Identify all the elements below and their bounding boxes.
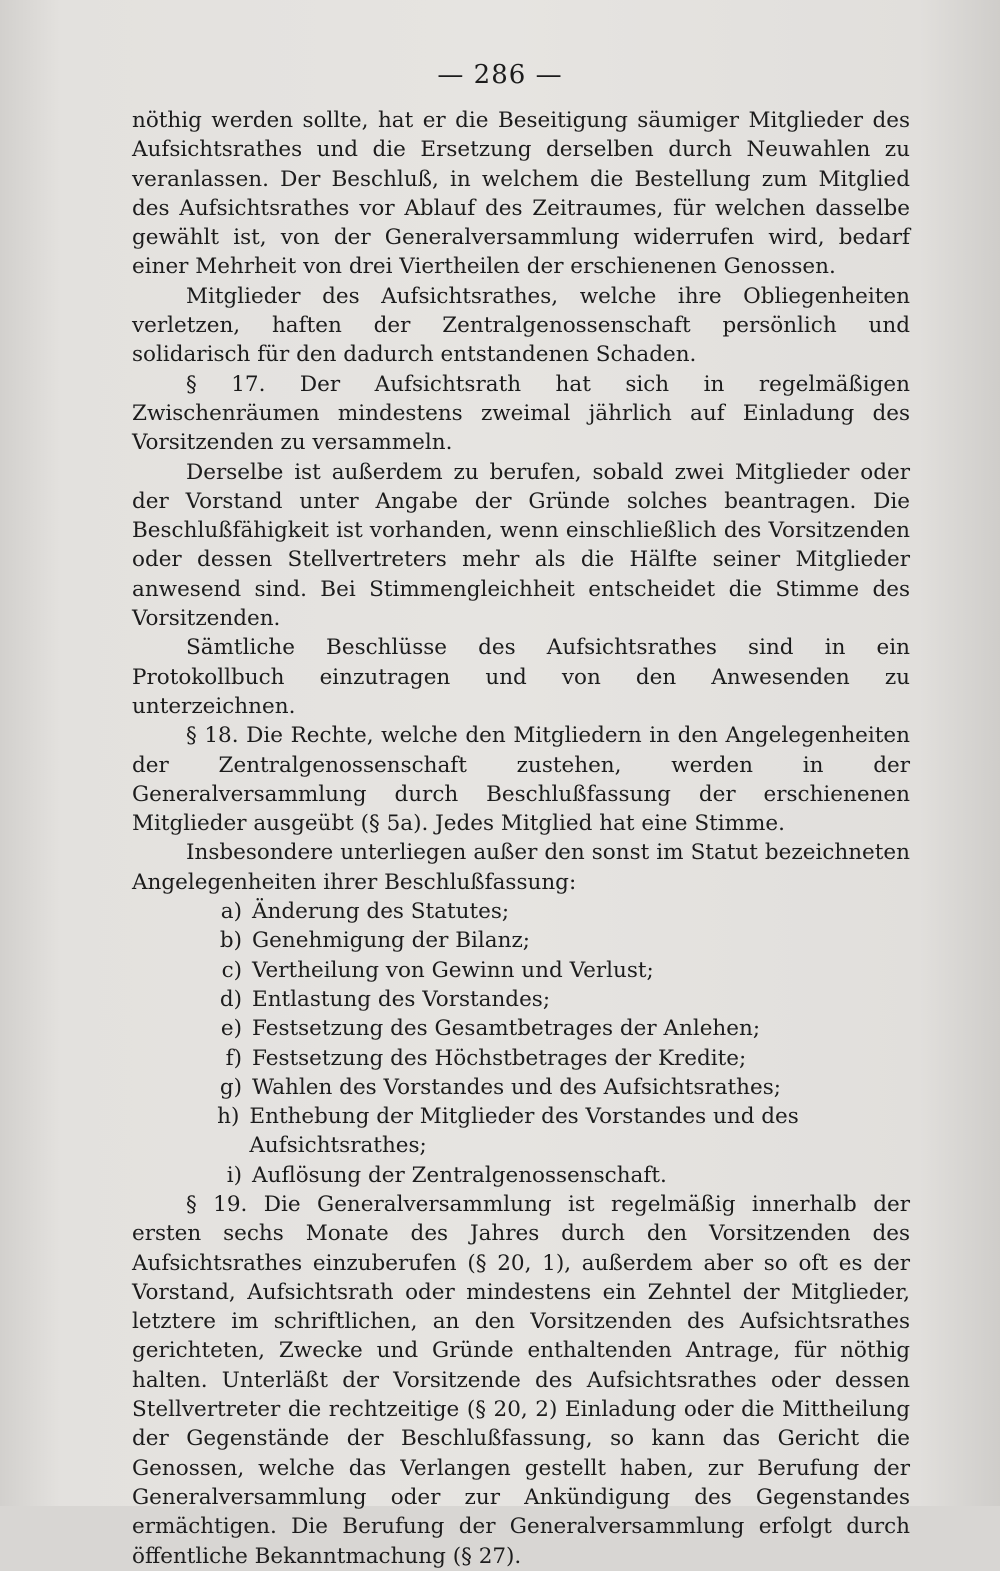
list-text: Festsetzung des Gesamtbetrages der Anlehen; [252,1016,761,1042]
list-text: Genehmigung der Bilanz; [252,928,531,954]
paragraph-list-intro: Insbesondere unterliegen außer den sonst im Statut bezeichneten Angelegenheiten ihrer Beschlußfassung: [132,840,910,895]
list-item [132,926,910,955]
list-letter: h) [217,1104,240,1130]
paragraph-protocol: Sämtliche Beschlüsse des Aufsichtsrathes sind in ein Protokollbuch einzutragen und von den Anwesenden zu unterzeichnen. [132,635,910,719]
list-letter: i) [226,1162,242,1188]
list-letter: e) [220,1016,242,1042]
list-item [132,897,910,926]
list-item [132,1102,910,1161]
list-letter: c) [221,957,242,983]
list-letter: b) [219,928,242,954]
list-item [132,1044,910,1073]
list-item [132,1161,910,1190]
body-text [132,106,910,1571]
paragraph-section-19: § 19. Die Generalversammlung ist regelmäßig innerhalb der ersten sechs Monate des Jahres durch den Vorsitzenden des Aufsichtsrathes einzuberufen (§ 20, 1), außerdem aber so oft es der Vorstand, Aufsichtsrath oder mindestens ein Zehntel der Mitglieder, letztere im schriftlichen, an den Vorsitzenden des Aufsichtsrathes gerichteten, Zwecke und Gründe enthaltenden Antrage, für nöthig halten. Unterläßt der Vorsitzende des Aufsichtsrathes oder dessen Stellvertreter die rechtzeitige (§ 20, 2) Einladung oder die Mittheilung der Gegenstände der Beschlußfassung, so kann das Gericht die Genossen, welche das Verlangen gestellt haben, zur Berufung der Generalversammlung oder zur Ankündigung des Gegenstandes ermächtigen. Die Berufung der Generalversammlung erfolgt durch öffentliche Bekanntmachung (§ 27). [132,1191,910,1569]
resolution-list [132,897,910,1190]
paragraph-section-17: § 17. Der Aufsichtsrath hat sich in regelmäßigen Zwischenräumen mindestens zweimal jährlich auf Einladung des Vorsitzenden zu versammeln. [132,371,910,456]
paragraph-liability: Mitglieder des Aufsichtsrathes, welche ihre Obliegenheiten verletzen, haften der Zentralgenossenschaft persönlich und solidarisch für den dadurch entstandenen Schaden. [132,283,910,368]
list-text: Auflösung der Zentralgenossenschaft. [252,1162,667,1188]
list-item [132,985,910,1014]
list-letter: a) [220,899,242,925]
list-text: Festsetzung des Höchstbetrages der Kredite; [252,1045,747,1071]
list-letter: f) [225,1045,242,1071]
list-text: Entlastung des Vorstandes; [252,986,551,1012]
page-number: — 286 — [437,60,563,90]
list-letter: g) [219,1074,242,1100]
list-item [132,956,910,985]
list-item [132,1014,910,1043]
list-item [132,1073,910,1102]
list-text: Änderung des Statutes; [252,899,510,925]
paragraph-quorum: Derselbe ist außerdem zu berufen, sobald zwei Mitglieder oder der Vorstand unter Angabe der Gründe solches beantragen. Die Beschlußfähigkeit ist vorhanden, wenn einschließlich des Vorsitzenden oder dessen Stellvertreters mehr als die Hälfte seiner Mitglieder anwesend sind. Bei Stimmengleichheit entscheidet die Stimme des Vorsitzenden. [132,459,910,632]
paragraph-continuation: nöthig werden sollte, hat er die Beseitigung säumiger Mitglieder des Aufsichtsrathes und die Ersetzung derselben durch Neuwahlen zu veranlassen. Der Beschluß, in welchem die Bestellung zum Mitglied des Aufsichtsrathes vor Ablauf des Zeitraumes, für welchen dasselbe gewählt ist, von der Generalversammlung widerrufen wird, bedarf einer Mehrheit von drei Viertheilen der erschienenen Genossen. [132,108,910,280]
list-letter: d) [219,986,242,1012]
paragraph-section-18: § 18. Die Rechte, welche den Mitgliedern in den Angelegenheiten der Zentralgenossenschaft zustehen, werden in der Generalversammlung durch Beschlußfassung der erschienenen Mitglieder ausgeübt (§ 5a). Jedes Mitglied hat eine Stimme. [132,723,910,837]
list-text: Vertheilung von Gewinn und Verlust; [252,957,654,983]
list-text: Wahlen des Vorstandes und des Aufsichtsrathes; [252,1074,782,1100]
list-text: Enthebung der Mitglieder des Vorstandes und des Aufsichtsrathes; [249,1104,799,1159]
